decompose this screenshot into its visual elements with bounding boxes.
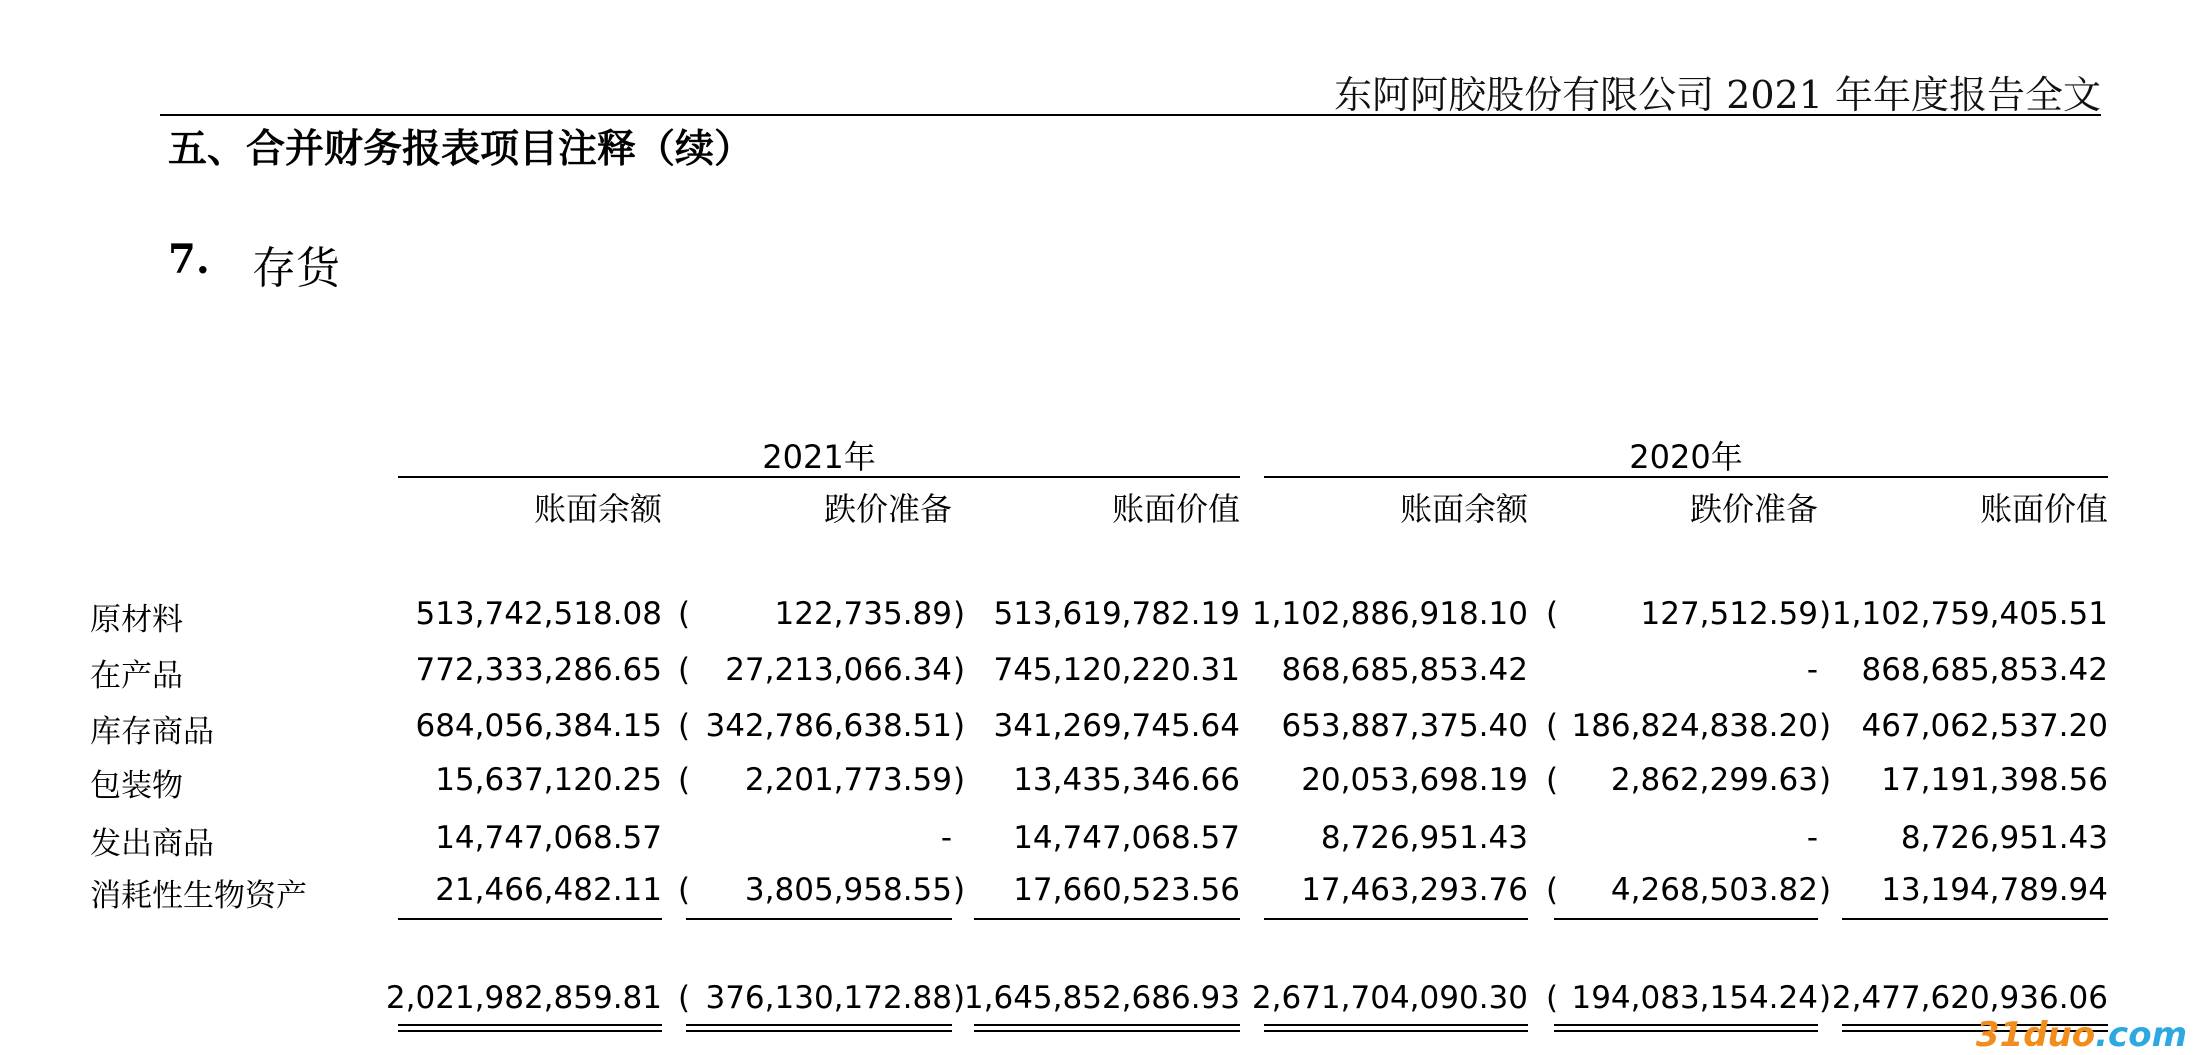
paren-close: )	[1819, 872, 1832, 908]
subsection-number: 7.	[168, 236, 210, 283]
amount-value: 513,742,518.08	[415, 596, 662, 632]
paren-close: )	[953, 762, 966, 798]
total-value: 2,477,620,936.06	[1831, 980, 2108, 1016]
amount-value: 868,685,853.42	[1861, 652, 2108, 688]
provision-value: 3,805,958.55	[744, 872, 952, 908]
total-value: 194,083,154.24	[1571, 980, 1818, 1016]
year-2020-rule	[1264, 476, 2108, 478]
row-label: 包装物	[90, 768, 183, 804]
watermark-logo	[1976, 1015, 2187, 1055]
paren-open: (	[1546, 596, 1559, 632]
amount-value: 467,062,537.20	[1861, 708, 2108, 744]
empty-value-dash: -	[1806, 820, 1818, 856]
amount-value: 684,056,384.15	[415, 708, 662, 744]
amount-value: 745,120,220.31	[993, 652, 1240, 688]
amount-value: 17,463,293.76	[1301, 872, 1528, 908]
section-title: 五、合并财务报表项目注释（续）	[168, 127, 754, 172]
row-label: 原材料	[90, 602, 183, 638]
empty-value-dash: -	[940, 820, 952, 856]
subtotal-rule	[974, 918, 1240, 920]
subtotal-rule	[398, 918, 662, 920]
amount-value: 20,053,698.19	[1301, 762, 1528, 798]
subtotal-rule	[1264, 918, 1528, 920]
column-header: 跌价准备	[1689, 490, 1818, 528]
column-header: 账面价值	[1111, 490, 1240, 528]
subsection-title: 存货	[252, 243, 340, 294]
amount-value: 8,726,951.43	[1900, 820, 2108, 856]
provision-value: 127,512.59	[1640, 596, 1818, 632]
amount-value: 15,637,120.25	[435, 762, 662, 798]
paren-open: (	[1546, 762, 1559, 798]
amount-value: 653,887,375.40	[1281, 708, 1528, 744]
total-value: 376,130,172.88	[705, 980, 952, 1016]
report-header-title: 东阿阿胶股份有限公司 2021 年年度报告全文	[1334, 73, 2101, 117]
amount-value: 17,191,398.56	[1881, 762, 2108, 798]
paren-close: )	[1819, 708, 1832, 744]
column-header: 跌价准备	[823, 490, 952, 528]
provision-value: 122,735.89	[774, 596, 952, 632]
paren-open: (	[678, 762, 691, 798]
subtotal-rule	[1554, 918, 1818, 920]
paren-open: (	[1546, 708, 1559, 744]
row-label: 发出商品	[90, 826, 214, 862]
provision-value: 4,268,503.82	[1610, 872, 1818, 908]
column-header: 账面余额	[533, 490, 662, 528]
row-label: 消耗性生物资产	[90, 878, 307, 914]
year-label-2020: 2020年	[1629, 438, 1743, 476]
provision-value: 2,862,299.63	[1610, 762, 1818, 798]
row-label: 在产品	[90, 658, 183, 694]
paren-close: )	[953, 980, 966, 1016]
amount-value: 1,102,759,405.51	[1831, 596, 2108, 632]
subtotal-rule	[1842, 918, 2108, 920]
watermark-part1: 31duo	[1975, 1015, 2096, 1055]
amount-value: 17,660,523.56	[1013, 872, 1240, 908]
total-value: 2,021,982,859.81	[385, 980, 662, 1016]
paren-open: (	[1546, 980, 1559, 1016]
total-double-rule	[1264, 1024, 1528, 1032]
paren-open: (	[678, 980, 691, 1016]
column-header: 账面价值	[1979, 490, 2108, 528]
total-double-rule	[974, 1024, 1240, 1032]
subtotal-rule	[686, 918, 952, 920]
provision-value: 2,201,773.59	[744, 762, 952, 798]
year-label-2021: 2021年	[762, 438, 876, 476]
column-header: 账面余额	[1399, 490, 1528, 528]
amount-value: 13,194,789.94	[1881, 872, 2108, 908]
total-value: 1,645,852,686.93	[963, 980, 1240, 1016]
provision-value: 342,786,638.51	[705, 708, 952, 744]
paren-close: )	[953, 652, 966, 688]
paren-close: )	[1819, 762, 1832, 798]
paren-open: (	[678, 872, 691, 908]
amount-value: 868,685,853.42	[1281, 652, 1528, 688]
amount-value: 14,747,068.57	[1013, 820, 1240, 856]
amount-value: 772,333,286.65	[415, 652, 662, 688]
provision-value: 186,824,838.20	[1571, 708, 1818, 744]
paren-close: )	[953, 872, 966, 908]
row-label: 库存商品	[90, 714, 214, 750]
total-value: 2,671,704,090.30	[1251, 980, 1528, 1016]
total-double-rule	[398, 1024, 662, 1032]
amount-value: 21,466,482.11	[435, 872, 662, 908]
paren-close: )	[1819, 596, 1832, 632]
paren-close: )	[1819, 980, 1832, 1016]
paren-open: (	[678, 596, 691, 632]
amount-value: 14,747,068.57	[435, 820, 662, 856]
total-double-rule	[686, 1024, 952, 1032]
amount-value: 341,269,745.64	[993, 708, 1240, 744]
total-double-rule	[1554, 1024, 1818, 1032]
year-2021-rule	[398, 476, 1240, 478]
amount-value: 1,102,886,918.10	[1251, 596, 1528, 632]
paren-open: (	[678, 708, 691, 744]
amount-value: 8,726,951.43	[1320, 820, 1528, 856]
paren-close: )	[953, 596, 966, 632]
watermark-part2: .com	[2095, 1015, 2187, 1055]
paren-open: (	[1546, 872, 1559, 908]
amount-value: 513,619,782.19	[993, 596, 1240, 632]
amount-value: 13,435,346.66	[1013, 762, 1240, 798]
paren-close: )	[953, 708, 966, 744]
provision-value: 27,213,066.34	[725, 652, 952, 688]
empty-value-dash: -	[1806, 652, 1818, 688]
header-divider	[160, 114, 2101, 116]
paren-open: (	[678, 652, 691, 688]
